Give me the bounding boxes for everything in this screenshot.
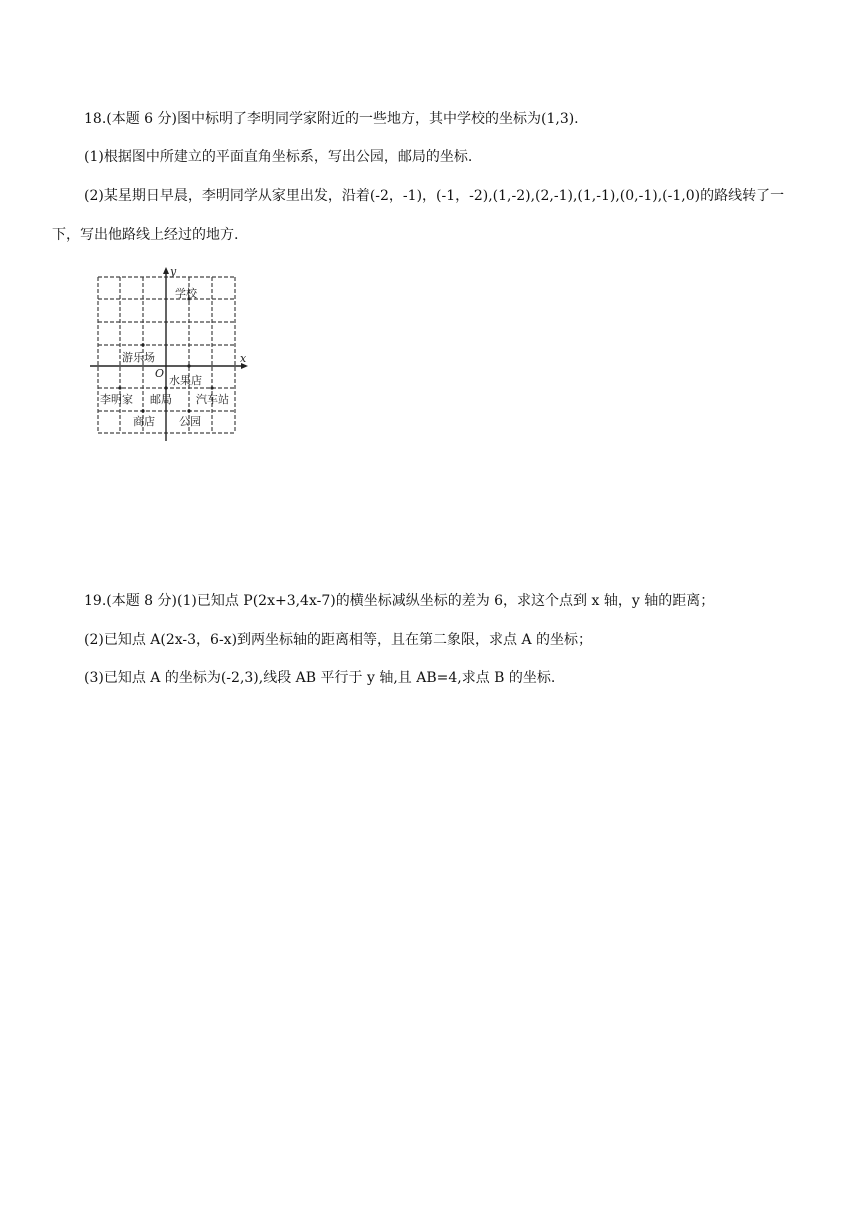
axis-arrows: [163, 267, 248, 369]
label-post-office: 邮局: [150, 393, 172, 406]
coordinate-map-svg: [86, 265, 252, 445]
q18-intro: 18.(本题 6 分)图中标明了李明同学家附近的一些地方，其中学校的坐标为(1,3).: [84, 111, 579, 127]
x-axis-label: x: [240, 352, 247, 365]
label-school: 学校: [175, 287, 197, 300]
origin-label: O: [155, 367, 165, 380]
axes: [90, 269, 246, 441]
y-axis-arrow-icon: [163, 267, 169, 274]
y-axis-label: y: [170, 265, 177, 278]
q19-part3: (3)已知点 A 的坐标为(-2,3),线段 AB 平行于 y 轴,且 AB=4,求点 B 的坐标.: [84, 670, 556, 686]
label-fruit-store: 水果店: [169, 374, 202, 387]
label-playground: 游乐场: [122, 351, 155, 364]
q18-part2: (2)某星期日早晨，李明同学从家里出发，沿着(-2，-1)，(-1，-2),(1,-2),(2,-1),(1,-1),(0,-1),(-1,0)的路线转了一: [84, 188, 785, 204]
q18-part2-continued: 下，写出他路线上经过的地方.: [52, 227, 239, 243]
label-li-ming-home: 李明家: [100, 393, 133, 406]
q19-part2: (2)已知点 A(2x-3，6-x)到两坐标轴的距离相等，且在第二象限，求点 A 的坐标；: [84, 632, 593, 648]
label-store: 商店: [133, 415, 155, 428]
label-bus-station: 汽车站: [196, 393, 229, 406]
q18-part1: (1)根据图中所建立的平面直角坐标系，写出公园，邮局的坐标.: [84, 149, 473, 165]
q19-part1: 19.(本题 8 分)(1)已知点 P(2x+3,4x-7)的横坐标减纵坐标的差为 6，求这个点到 x 轴，y 轴的距离；: [84, 593, 715, 609]
label-park: 公园: [179, 415, 201, 428]
coordinate-map-figure: [86, 265, 252, 445]
